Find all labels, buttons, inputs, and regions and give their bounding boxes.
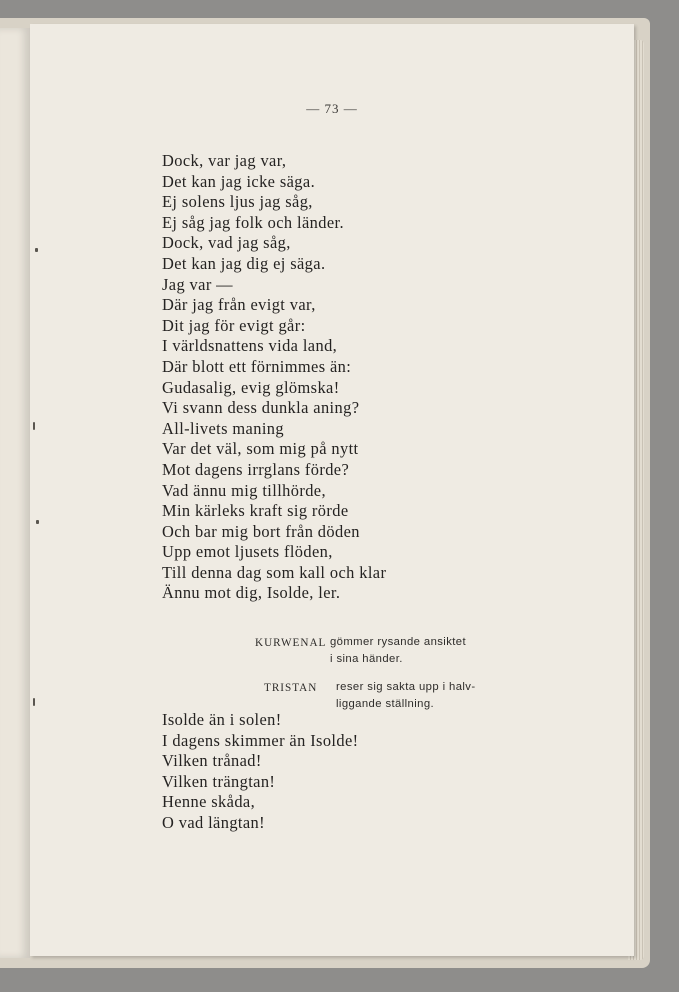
margin-speck (33, 698, 35, 706)
verse-line: Det kan jag dig ej säga. (162, 253, 326, 273)
speaker-name-kurwenal: KURWENAL (255, 637, 327, 649)
verse-line: Var det väl, som mig på nytt (162, 439, 359, 459)
verse-line: Det kan jag icke säga. (162, 171, 316, 191)
verse-line: Ännu mot dig, Isolde, ler. (162, 583, 341, 603)
verse-line: Och bar mig bort från döden (162, 521, 360, 541)
verse-line: Jag var — (162, 274, 233, 294)
verse-line: Gudasalig, evig glömska! (162, 377, 340, 397)
verse-line: Dit jag för evigt går: (162, 315, 306, 335)
page-number: — 73 — (306, 101, 358, 116)
verse-line: Vilken trånad! (162, 751, 262, 771)
verse-line: All-livets maning (162, 418, 284, 438)
verse-line: Vad ännu mig tillhörde, (162, 480, 326, 500)
stage-direction-2 (336, 679, 511, 713)
verse-line: Henne skåda, (162, 792, 256, 812)
verse-line: Dock, var jag var, (162, 151, 287, 170)
speaker-name-tristan: TRISTAN (264, 682, 318, 694)
verse-line: Min kärleks kraft sig rörde (162, 501, 349, 521)
verse-line: Där jag från evigt var, (162, 295, 316, 315)
stage-direction-line: reser sig sakta upp i halv- (336, 681, 476, 693)
verse-line: I dagens skimmer än Isolde! (162, 730, 359, 750)
verse-line: Isolde än i solen! (162, 710, 282, 729)
verse-line: Vilken trängtan! (162, 771, 276, 791)
margin-speck (36, 520, 39, 524)
stage-direction-line: i sina händer. (330, 653, 403, 665)
margin-speck (33, 422, 35, 430)
verse-line: Vi svann dess dunkla aning? (162, 398, 360, 418)
verse-line: Till denna dag som kall och klar (162, 562, 387, 582)
stage-direction-line: gömmer rysande ansiktet (330, 636, 467, 648)
verse-line: Ej såg jag folk och länder. (162, 212, 344, 232)
verse-line: Upp emot ljusets flöden, (162, 542, 333, 562)
verse-line: O vad längtan! (162, 812, 265, 832)
verse-line: Mot dagens irrglans förde? (162, 459, 350, 479)
book-page (30, 24, 634, 956)
verse-line: Där blott ett förnimmes än: (162, 356, 352, 376)
verse-block-1 (162, 151, 386, 604)
stage-direction-line: liggande ställning. (336, 698, 435, 710)
verse-line: Dock, vad jag såg, (162, 233, 291, 253)
stage-direction-1 (330, 634, 510, 668)
verse-line: I världsnattens vida land, (162, 336, 338, 356)
left-page-edge (0, 28, 30, 958)
margin-speck (35, 248, 38, 252)
verse-block-2 (162, 710, 359, 834)
verse-line: Ej solens ljus jag såg, (162, 192, 313, 212)
